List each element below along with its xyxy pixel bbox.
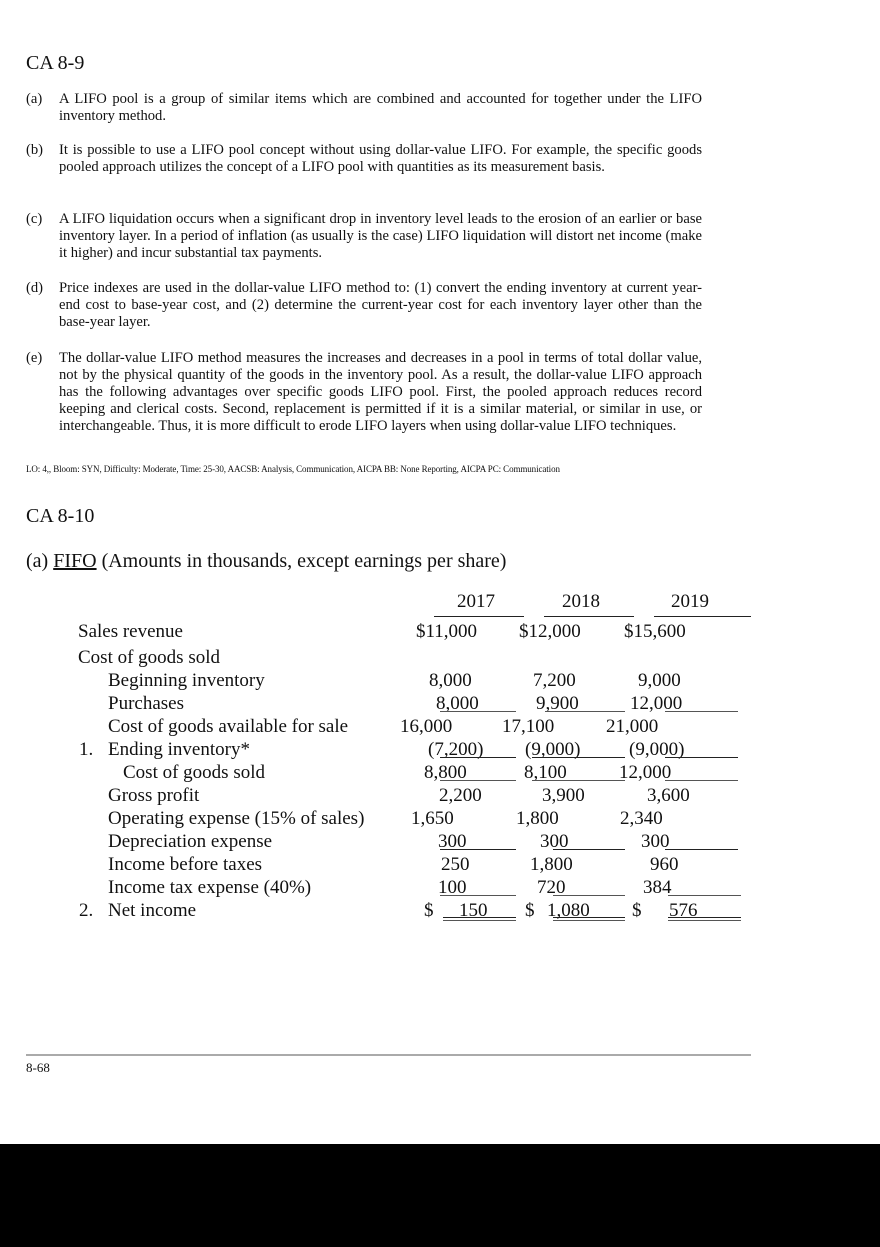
cell-value: 1,080 [547,900,590,921]
cell-value: (7,200) [428,739,484,760]
subheading [26,550,506,573]
subtotal-underline [553,849,625,850]
row-number: 2. [79,900,94,921]
cell-value: 9,900 [536,693,579,714]
total-double-underline [668,917,741,918]
header-underline [544,616,634,617]
subtotal-underline [440,849,516,850]
row-label-cogs-heading: Cost of goods sold [78,647,220,668]
item-text: The dollar-value LIFO method measures the increases and decreases in a pool in terms of total dollar value, not by the physical quantity of the goods in the inventory pool. As a result, the dollar-value LIFO approach has the following advantages over specific goods LIFO pool. First, the pooled approach reduces record keeping and clerical costs. Second, replacement is permitted if it is a similar material, or similar in use, or interchangeable. Thus, it is more difficult to erode LIFO layers when using dollar-value LIFO techniques. [59,350,702,434]
cell-value: 7,200 [533,670,576,691]
item-label: (e) [26,350,43,366]
cell-value: 2,340 [620,808,663,829]
cell-value: 300 [540,831,569,852]
item-text: A LIFO liquidation occurs when a significant drop in inventory level leads to the erosion of an earlier or base inventory layer. In a period of inflation (as usually is the case) LIFO liquidation will distort net income (make it higher) and incur substantial tax payments. [59,211,702,261]
cell-value: $12,000 [519,621,581,642]
total-double-underline [443,920,516,921]
cell-value: 8,800 [424,762,467,783]
page-number: 8-68 [26,1060,50,1075]
answer-e [26,350,702,435]
row-label-ending-inventory: Ending inventory* [108,739,250,760]
total-double-underline [553,920,625,921]
subtotal-underline [440,780,516,781]
item-text: It is possible to use a LIFO pool concept without using dollar-value LIFO. For example, the specific goods pooled approach utilizes the concept of a LIFO pool with quantities as its measurement basis. [59,142,702,175]
cell-value: (9,000) [629,739,685,760]
subtotal-underline [545,711,625,712]
cell-value: 720 [537,877,566,898]
subtotal-underline [665,711,738,712]
row-number: 1. [79,739,94,760]
year-header-2019: 2019 [671,591,709,612]
total-double-underline [443,917,516,918]
row-label-purchases: Purchases [108,693,184,714]
footer-rule [26,1054,751,1056]
cell-value: 3,900 [542,785,585,806]
cell-value: 1,650 [411,808,454,829]
item-label: (d) [26,280,44,296]
subtotal-underline [553,895,625,896]
row-label-depreciation: Depreciation expense [108,831,273,852]
cell-value: 2,200 [439,785,482,806]
learning-objective-meta: LO: 4,, Bloom: SYN, Difficulty: Moderate, Time: 25-30, AACSB: Analysis, Communication, AICPA BB: None Reporting, AICPA PC: Communication [26,464,560,474]
subtotal-underline [668,895,741,896]
year-header-2017: 2017 [457,591,495,612]
item-text: Price indexes are used in the dollar-value LIFO method to: (1) convert the ending inventory at current year-end cost to base-year cost, and (2) determine the current-year cost for each inventory layer other than the base-year layer. [59,280,702,330]
total-double-underline [553,917,625,918]
row-label-gross-profit: Gross profit [108,785,200,806]
row-label-operating-expense: Operating expense (15% of sales) [108,808,365,829]
cell-value: 250 [441,854,470,875]
cell-value: 8,000 [429,670,472,691]
item-label: (a) [26,91,43,107]
answer-a [26,91,702,125]
section-title-ca8-9: CA 8-9 [26,52,85,74]
cell-value: 8,000 [436,693,479,714]
subheading-label: (a) [26,550,49,572]
header-underline [654,616,751,617]
currency-symbol: $ [632,900,642,921]
cell-value: 9,000 [638,670,681,691]
cell-value: 3,600 [647,785,690,806]
subtotal-underline [532,757,625,758]
subtotal-underline [440,757,516,758]
cell-value: 960 [650,854,679,875]
row-label-net-income: Net income [108,900,197,921]
subtotal-underline [440,711,516,712]
cell-value: 100 [438,877,467,898]
item-text: A LIFO pool is a group of similar items which are combined and accounted for together under the LIFO inventory method. [59,91,702,124]
cell-value: 300 [438,831,467,852]
subheading-note: (Amounts in thousands, except earnings per share) [101,550,507,572]
currency-symbol: $ [525,900,535,921]
cell-value: 8,100 [524,762,567,783]
cell-value: 12,000 [630,693,683,714]
bottom-black-band [0,1144,880,1247]
row-label-sales-revenue: Sales revenue [78,621,183,642]
currency-symbol: $ [424,900,434,921]
cell-value: 384 [643,877,672,898]
row-label-income-before-taxes: Income before taxes [108,854,263,875]
item-label: (b) [26,142,44,158]
cell-value: 576 [669,900,698,921]
cell-value: 21,000 [606,716,659,737]
answer-d [26,280,702,331]
method-name: FIFO [53,550,97,572]
header-underline [434,616,524,617]
cell-value: 17,100 [502,716,555,737]
total-double-underline [668,920,741,921]
row-label-cogs: Cost of goods sold [123,762,265,783]
cell-value: $15,600 [624,621,686,642]
year-header-2018: 2018 [562,591,600,612]
answer-b [26,142,702,176]
cell-value: 12,000 [619,762,672,783]
cell-value: 300 [641,831,670,852]
cell-value: (9,000) [525,739,581,760]
subtotal-underline [665,780,738,781]
row-label-income-tax: Income tax expense (40%) [108,877,312,898]
cell-value: 1,800 [530,854,573,875]
cell-value: $11,000 [416,621,478,642]
row-label-beginning-inventory: Beginning inventory [108,670,265,691]
cell-value: 16,000 [400,716,453,737]
cell-value: 1,800 [516,808,559,829]
item-label: (c) [26,211,43,227]
row-label-goods-available: Cost of goods available for sale [108,716,349,737]
cell-value: 150 [459,900,488,921]
subtotal-underline [665,849,738,850]
subtotal-underline [440,895,516,896]
section-title-ca8-10: CA 8-10 [26,505,95,527]
subtotal-underline [532,780,625,781]
answer-c [26,211,702,262]
subtotal-underline [665,757,738,758]
